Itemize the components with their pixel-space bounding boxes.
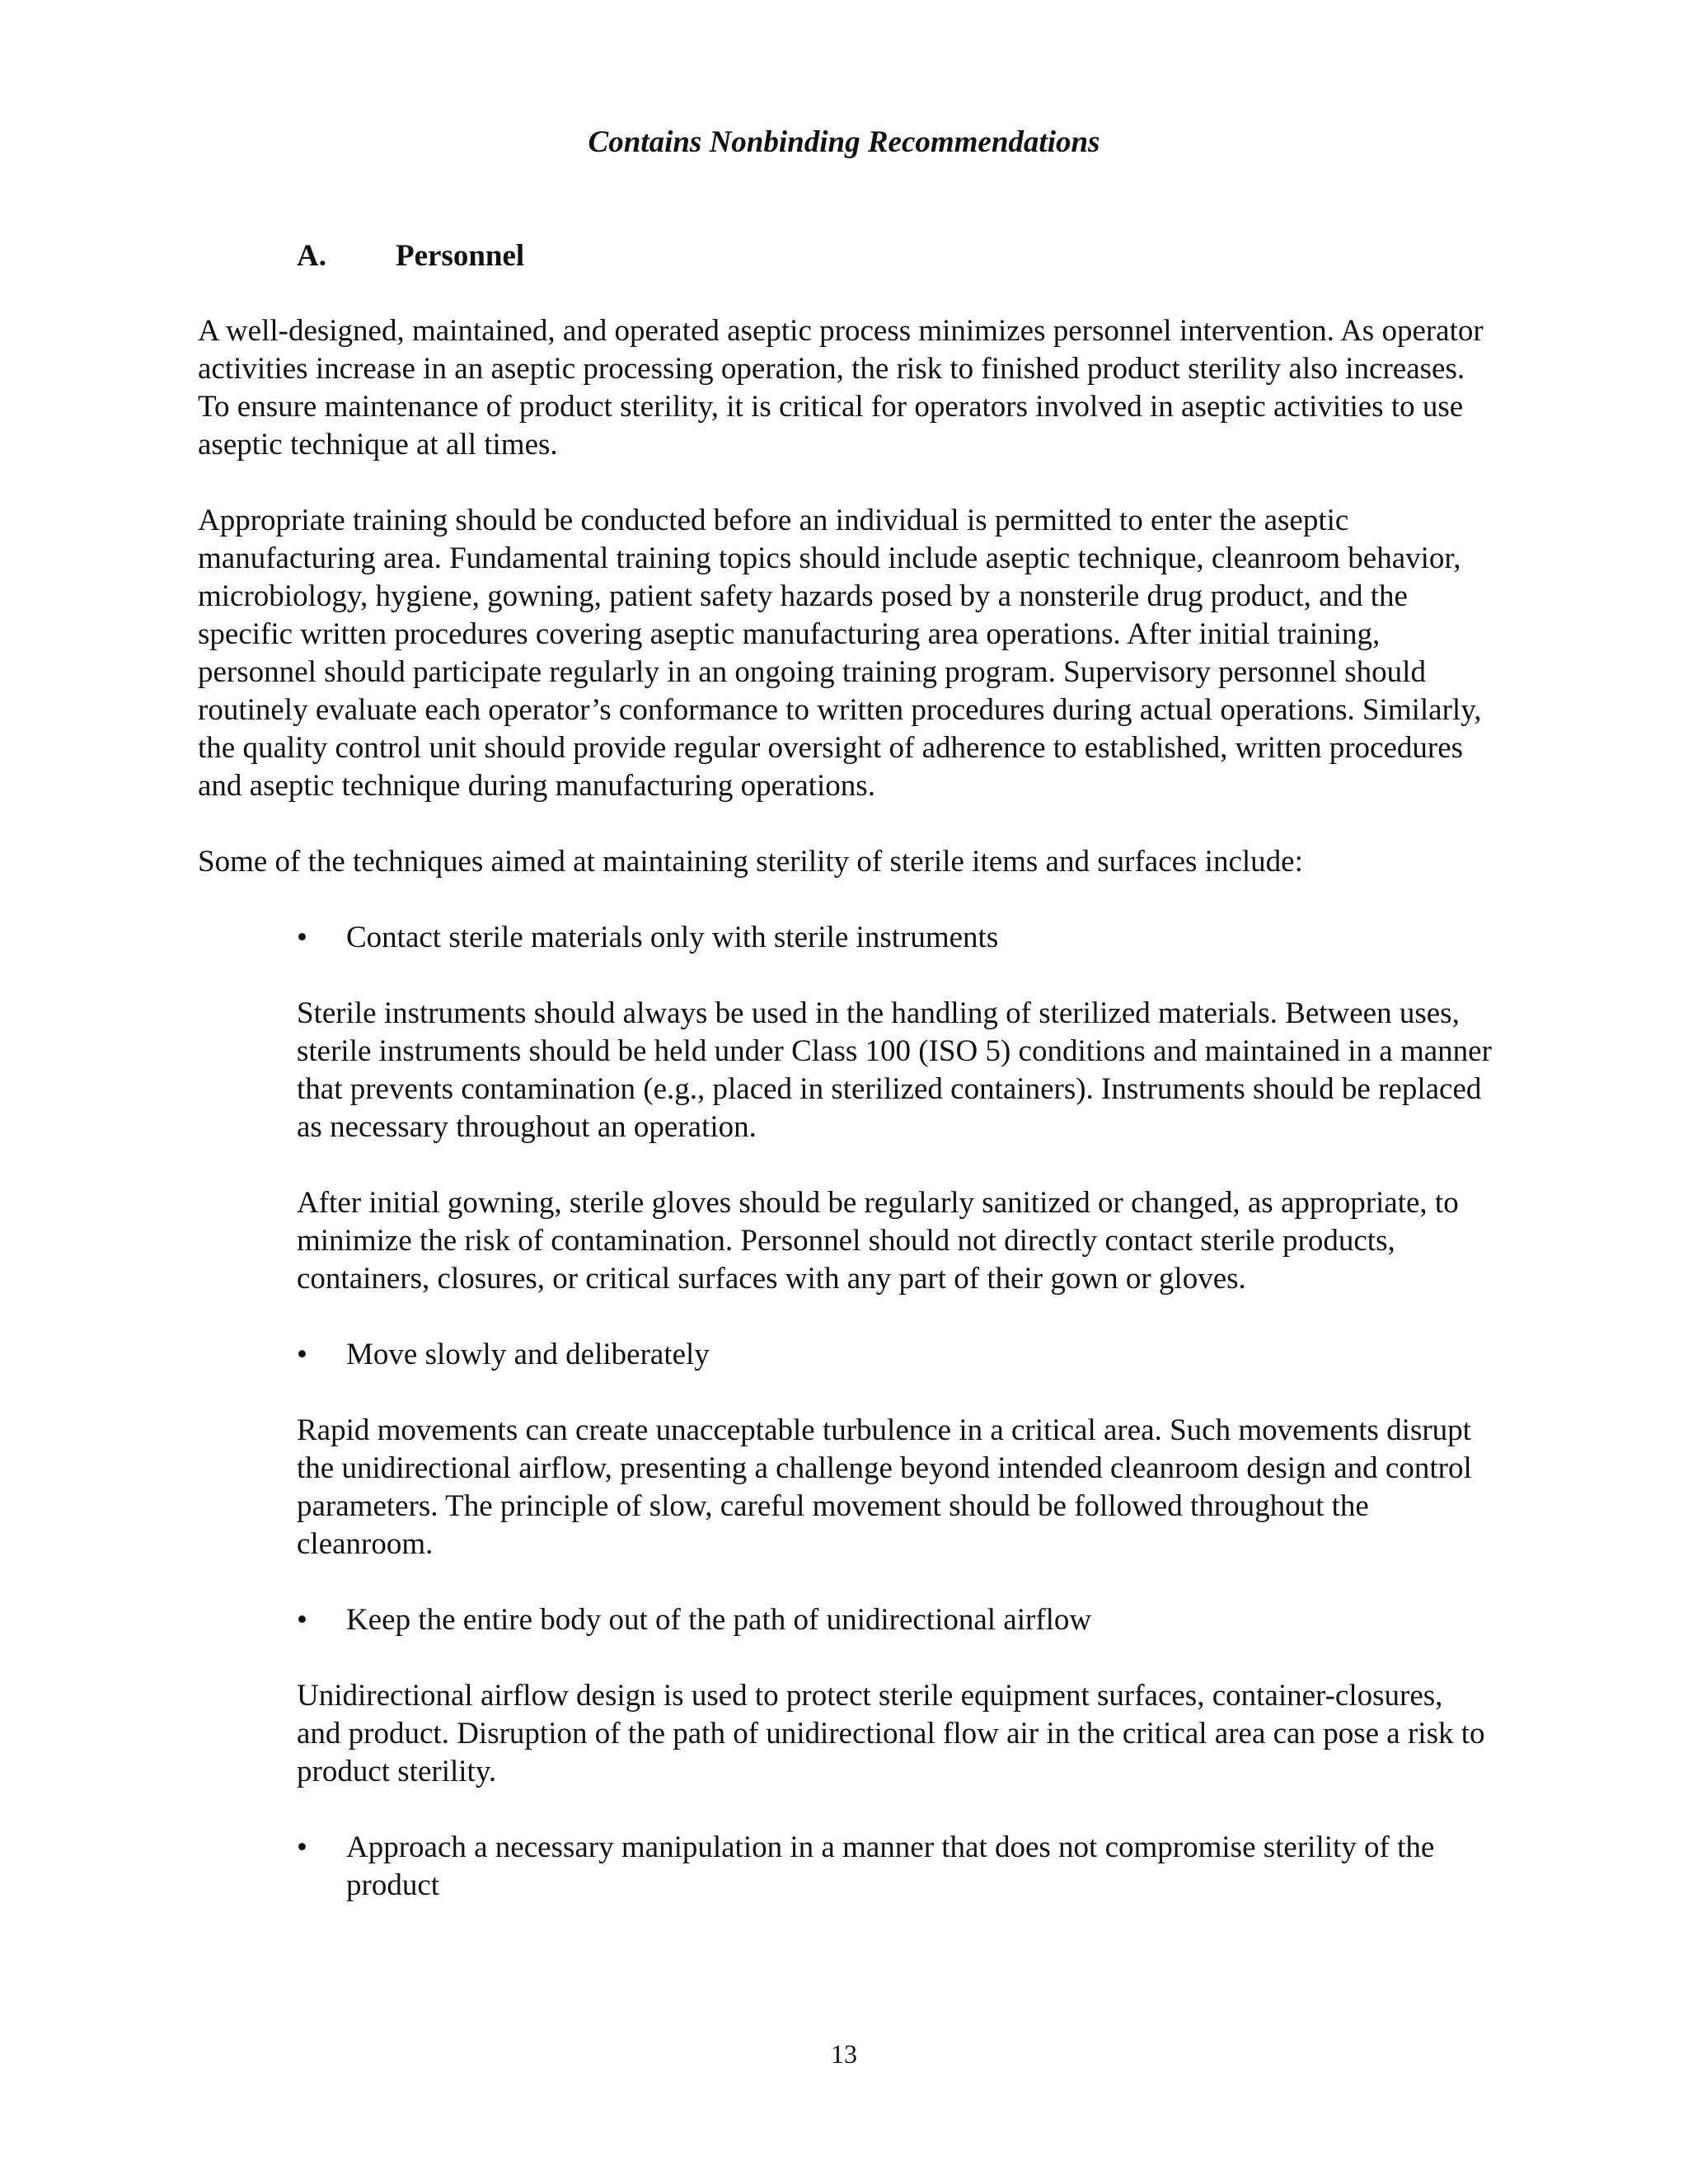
section-number: A. <box>297 239 326 273</box>
bullet-item <box>297 919 1492 957</box>
bullet-label: Contact sterile materials only with sterile instruments <box>346 921 999 954</box>
bullet-label: Approach a necessary manipulation in a manner that does not compromise sterility of the product <box>346 1830 1435 1902</box>
bullet-label: Keep the entire body out of the path of unidirectional airflow <box>346 1603 1092 1637</box>
bullet-icon: • <box>297 921 307 954</box>
paragraph-training: Appropriate training should be conducted before an individual is permitted to enter the aseptic manufacturing area. Fundamental training topics should include aseptic technique, cleanroom behavior, microbiology, hygiene, gowning, patient safety hazards posed by a nonsterile drug product, and the specific written procedures covering aseptic manufacturing area operations. After initial training, personnel should participate regularly in an ongoing training program. Supervisory personnel should routinely evaluate each operator’s conformance to written procedures during actual operations. Similarly, the quality control unit should provide regular oversight of adherence to established, written procedures and aseptic technique during manufacturing operations. <box>198 504 1482 803</box>
bullet-label: Move slowly and deliberately <box>346 1338 710 1371</box>
section-heading <box>297 237 524 275</box>
bullet-paragraph: Rapid movements can create unacceptable turbulence in a critical area. Such movements disrupt the unidirectional airflow, presenting a challenge beyond intended cleanroom design and control parameters. The principle of slow, careful movement should be followed throughout the cleanroom. <box>297 1413 1472 1561</box>
bullet-paragraph: Sterile instruments should always be used in the handling of sterilized materials. Between uses, sterile instruments should be held under Class 100 (ISO 5) conditions and maintained in a manner that prevents contamination (e.g., placed in sterilized containers). Instruments should be replaced as necessary throughout an operation. <box>297 996 1492 1144</box>
body-text <box>198 312 1492 1943</box>
section-title: Personnel <box>396 239 525 273</box>
bullet-item <box>297 1829 1492 1905</box>
paragraph-intro: A well-designed, maintained, and operated aseptic process minimizes personnel intervention. As operator activities increase in an aseptic processing operation, the risk to finished product sterility also increases. To ensure maintenance of product sterility, it is critical for operators involved in aseptic activities to use aseptic technique at all times. <box>198 314 1484 462</box>
bullet-paragraph: After initial gowning, sterile gloves should be regularly sanitized or changed, as appropriate, to minimize the risk of contamination. Personnel should not directly contact sterile products, containers, closures, or critical surfaces with any part of their gown or gloves. <box>297 1186 1459 1296</box>
bullet-icon: • <box>297 1603 307 1637</box>
bullet-paragraph: Unidirectional airflow design is used to protect sterile equipment surfaces, container-closures, and product. Disruption of the path of unidirectional flow air in the critical area can pose a risk to product sterility. <box>297 1679 1485 1788</box>
bullet-item <box>297 1336 1492 1374</box>
page-header: Contains Nonbinding Recommendations <box>588 125 1100 159</box>
bullet-icon: • <box>297 1338 307 1371</box>
page-number: 13 <box>831 2039 857 2069</box>
bullet-icon: • <box>297 1830 307 1864</box>
bullet-item <box>297 1601 1492 1639</box>
paragraph-techniques-intro: Some of the techniques aimed at maintaining sterility of sterile items and surfaces include: <box>198 845 1303 879</box>
